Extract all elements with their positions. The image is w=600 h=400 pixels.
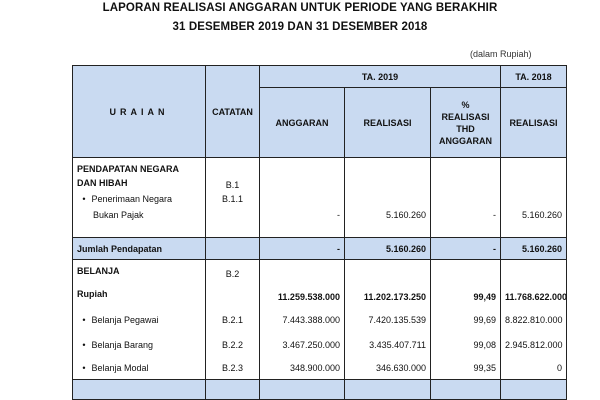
jumlah-realisasi-2018: 5.160.260 bbox=[501, 238, 567, 260]
header-ta-2018: TA. 2018 bbox=[501, 66, 567, 88]
table-row bbox=[73, 284, 567, 308]
penerimaan-anggaran: - bbox=[260, 210, 345, 232]
barang-pct: 99,08 bbox=[431, 333, 501, 358]
penerimaan-realisasi: 5.160.260 bbox=[345, 210, 431, 232]
rupiah-realisasi-2018: 11.768.622.000 bbox=[501, 284, 567, 308]
modal-pct: 99,35 bbox=[431, 358, 501, 380]
modal-anggaran: 348.900.000 bbox=[260, 358, 345, 380]
jumlah-anggaran: - bbox=[260, 238, 345, 260]
table-row bbox=[73, 266, 567, 284]
table-row-jumlah-pendapatan bbox=[73, 238, 567, 260]
table-row bbox=[73, 210, 567, 232]
catatan-b1: B.1 bbox=[206, 178, 260, 194]
header-realisasi-2018: REALISASI bbox=[501, 88, 567, 158]
modal-realisasi-2018: 0 bbox=[501, 358, 567, 380]
belanja-barang-label: Belanja Barang bbox=[91, 340, 154, 350]
barang-realisasi: 3.435.407.711 bbox=[345, 333, 431, 358]
catatan-b23: B.2.3 bbox=[206, 358, 260, 380]
table-row bbox=[73, 333, 567, 358]
table-row bbox=[73, 158, 567, 178]
rupiah-pct: 99,49 bbox=[431, 284, 501, 308]
barang-anggaran: 3.467.250.000 bbox=[260, 333, 345, 358]
barang-realisasi-2018: 2.945.812.000 bbox=[501, 333, 567, 358]
header-pct-line-1: % bbox=[461, 99, 470, 110]
catatan-b21: B.2.1 bbox=[206, 308, 260, 333]
table-row-partial bbox=[73, 380, 567, 400]
budget-realization-table bbox=[72, 65, 567, 400]
table-row bbox=[73, 178, 567, 194]
header-pct-line-2: REALISASI bbox=[441, 111, 490, 122]
jumlah-pct: - bbox=[431, 238, 501, 260]
pegawai-pct: 99,69 bbox=[431, 308, 501, 333]
header-ta-2019: TA. 2019 bbox=[260, 66, 501, 88]
penerimaan-pct: - bbox=[431, 210, 501, 232]
item-penerimaan-label-1: Penerimaan Negara bbox=[91, 193, 173, 204]
catatan-b2: B.2 bbox=[206, 266, 260, 284]
jumlah-pendapatan-label: Jumlah Pendapatan bbox=[73, 238, 206, 260]
table-row bbox=[73, 194, 567, 210]
catatan-b22: B.2.2 bbox=[206, 333, 260, 358]
header-realisasi-2019: REALISASI bbox=[345, 88, 431, 158]
header-pct-line-3: THD bbox=[456, 123, 475, 134]
rupiah-anggaran: 11.259.538.000 bbox=[260, 284, 345, 308]
belanja-heading: BELANJA bbox=[73, 266, 206, 284]
pendapatan-heading-2: DAN HIBAH bbox=[73, 178, 206, 194]
header-catatan: CATATAN bbox=[206, 66, 260, 158]
report-title-line-1: LAPORAN REALISASI ANGGARAN UNTUK PERIODE YANG BERAKHIR bbox=[102, 2, 498, 14]
table-row bbox=[73, 308, 567, 333]
item-penerimaan-label-2: Bukan Pajak bbox=[73, 210, 206, 232]
pendapatan-heading-1: PENDAPATAN NEGARA bbox=[73, 158, 206, 178]
penerimaan-realisasi-2018: 5.160.260 bbox=[501, 210, 567, 232]
bullet-icon: • bbox=[82, 315, 86, 325]
pegawai-realisasi-2018: 8.822.810.000 bbox=[501, 308, 567, 333]
pegawai-anggaran: 7.443.388.000 bbox=[260, 308, 345, 333]
header-uraian: URAIAN bbox=[73, 66, 206, 158]
rupiah-realisasi: 11.202.173.250 bbox=[345, 284, 431, 308]
bullet-icon: • bbox=[82, 340, 86, 350]
header-pct-line-4: ANGGARAN bbox=[439, 135, 492, 146]
catatan-b11: B.1.1 bbox=[206, 194, 260, 210]
bullet-icon: • bbox=[82, 363, 86, 374]
jumlah-realisasi: 5.160.260 bbox=[345, 238, 431, 260]
header-percent-realisasi bbox=[431, 88, 501, 158]
pegawai-realisasi: 7.420.135.539 bbox=[345, 308, 431, 333]
rupiah-label: Rupiah bbox=[73, 284, 206, 308]
header-anggaran: ANGGARAN bbox=[260, 88, 345, 158]
table-row bbox=[73, 358, 567, 380]
unit-note: (dalam Rupiah) bbox=[470, 49, 532, 59]
modal-realisasi: 346.630.000 bbox=[345, 358, 431, 380]
belanja-pegawai-label: Belanja Pegawai bbox=[91, 315, 159, 325]
belanja-modal-label: Belanja Modal bbox=[91, 363, 149, 374]
bullet-icon: • bbox=[82, 193, 86, 204]
report-title-line-2: 31 DESEMBER 2019 DAN 31 DESEMBER 2018 bbox=[172, 21, 428, 33]
